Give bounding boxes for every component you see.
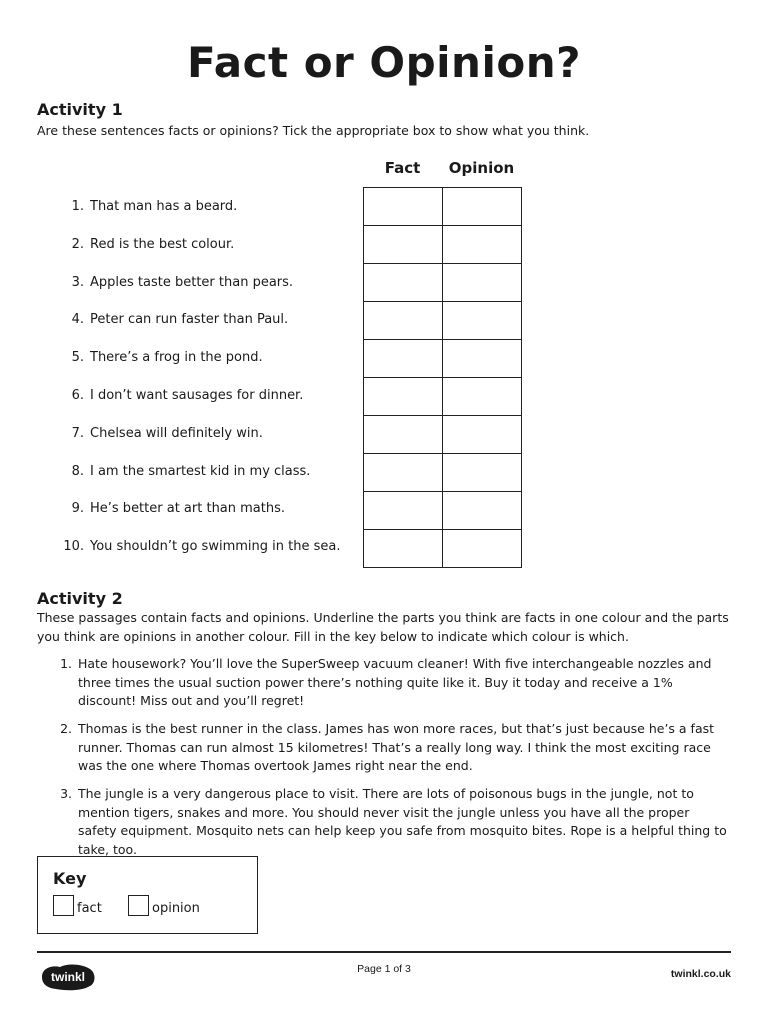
- question-text: I am the smartest kid in my class.: [90, 463, 311, 479]
- question-text: Chelsea will definitely win.: [90, 425, 263, 441]
- question-number: 6.: [71, 388, 84, 403]
- opinion-tick-box[interactable]: [443, 378, 522, 416]
- question-item: [60, 388, 303, 403]
- question-number: 5.: [71, 350, 84, 366]
- grid-row: [364, 340, 522, 378]
- fact-colour-box[interactable]: [53, 895, 74, 916]
- fact-column-header: Fact: [384, 159, 421, 177]
- site-url: twinkl.co.uk: [670, 968, 731, 980]
- passage-text: Hate housework? You’ll love the SuperSweep vacuum cleaner! With five interchangeable nozzles and three times the usual suction power there’s nothing quite like it. Buy it today and receive a 1% discount! Miss out and you’ll regret!: [78, 656, 712, 708]
- fact-tick-box[interactable]: [364, 416, 443, 454]
- grid-row: [364, 530, 522, 568]
- grid-row: [364, 492, 522, 530]
- question-text: Peter can run faster than Paul.: [90, 312, 289, 328]
- fact-tick-box[interactable]: [364, 378, 443, 416]
- activity-1-instructions: Are these sentences facts or opinions? Tick the appropriate box to show what you think.: [37, 123, 590, 138]
- question-text: Red is the best colour.: [90, 236, 235, 252]
- opinion-column-header: Opinion: [448, 159, 515, 177]
- key-title: Key: [53, 869, 87, 888]
- opinion-tick-box[interactable]: [443, 454, 522, 492]
- question-number: 10.: [63, 539, 84, 555]
- grid-row: [364, 264, 522, 302]
- logo-text: twinkl: [50, 970, 86, 984]
- fact-tick-box[interactable]: [364, 226, 443, 264]
- grid-row: [364, 378, 522, 416]
- question-text: Apples taste better than pears.: [90, 274, 294, 290]
- page-title: Fact or Opinion?: [187, 38, 581, 87]
- question-text: I don’t want sausages for dinner.: [90, 388, 304, 403]
- question-item: [60, 237, 234, 252]
- key-fact-label: fact: [77, 901, 102, 916]
- question-number: 2.: [71, 236, 84, 252]
- grid-row: [364, 454, 522, 492]
- opinion-tick-box[interactable]: [443, 226, 522, 264]
- opinion-tick-box[interactable]: [443, 530, 522, 568]
- opinion-tick-box[interactable]: [443, 302, 522, 340]
- question-number: 4.: [71, 312, 84, 328]
- question-item: [60, 501, 285, 516]
- activity-2-heading: Activity 2: [37, 589, 123, 608]
- question-number: 7.: [71, 425, 84, 441]
- passage-3: [50, 785, 730, 859]
- fact-tick-box[interactable]: [364, 492, 443, 530]
- question-item: [60, 539, 340, 554]
- question-text: You shouldn’t go swimming in the sea.: [90, 539, 341, 555]
- question-text: There’s a frog in the pond.: [90, 350, 263, 366]
- page-number: Page 1 of 3: [357, 963, 411, 975]
- question-item: [60, 312, 288, 327]
- grid-row: [364, 416, 522, 454]
- question-item: [60, 426, 263, 441]
- passage-1: [50, 655, 730, 711]
- question-item: [60, 350, 263, 365]
- passage-text: Thomas is the best runner in the class. James has won more races, but that’s just because he’s a fast runner. Thomas can run almost 15 kilometres! That’s a really long way. I think the most exciting race was the one where Thomas overtook James right near the end.: [78, 721, 715, 773]
- fact-tick-box[interactable]: [364, 264, 443, 302]
- opinion-tick-box[interactable]: [443, 416, 522, 454]
- question-item: [60, 464, 310, 479]
- question-item: [60, 199, 237, 214]
- question-number: 3.: [71, 274, 84, 290]
- passage-number: 3.: [60, 786, 72, 801]
- passage-2: [50, 720, 730, 776]
- grid-row: [364, 188, 522, 226]
- fact-tick-box[interactable]: [364, 530, 443, 568]
- opinion-tick-box[interactable]: [443, 340, 522, 378]
- key-fact-item: [53, 895, 102, 916]
- activity-1-heading: Activity 1: [37, 100, 123, 119]
- key-opinion-item: [128, 895, 200, 916]
- passage-number: 1.: [60, 656, 72, 671]
- grid-row: [364, 302, 522, 340]
- question-item: [60, 275, 293, 290]
- footer-divider: [37, 951, 731, 953]
- opinion-colour-box[interactable]: [128, 895, 149, 916]
- passage-text: The jungle is a very dangerous place to visit. There are lots of poisonous bugs in the jungle, not to mention tigers, snakes and more. You should never visit the jungle unless you have all the proper safety equipment. Mosquito nets can help keep you safe from mosquito bites. Rope is a helpful thing to take, too.: [78, 786, 727, 857]
- question-text: That man has a beard.: [90, 199, 238, 214]
- passage-number: 2.: [60, 721, 72, 736]
- activity-2-instructions: These passages contain facts and opinions. Underline the parts you think are facts in one colour and the parts you think are opinions in another colour. Fill in the key below to indicate which colour is which.: [37, 610, 729, 644]
- colour-key-box: [37, 856, 258, 934]
- question-number: 9.: [71, 501, 84, 517]
- opinion-tick-box[interactable]: [443, 264, 522, 302]
- tick-grid: [363, 187, 522, 568]
- opinion-tick-box[interactable]: [443, 188, 522, 226]
- question-text: He’s better at art than maths.: [90, 501, 286, 517]
- question-number: 1.: [71, 199, 84, 214]
- fact-tick-box[interactable]: [364, 188, 443, 226]
- key-opinion-label: opinion: [152, 901, 200, 916]
- grid-row: [364, 226, 522, 264]
- fact-tick-box[interactable]: [364, 454, 443, 492]
- fact-tick-box[interactable]: [364, 302, 443, 340]
- fact-tick-box[interactable]: [364, 340, 443, 378]
- opinion-tick-box[interactable]: [443, 492, 522, 530]
- question-number: 8.: [71, 463, 84, 479]
